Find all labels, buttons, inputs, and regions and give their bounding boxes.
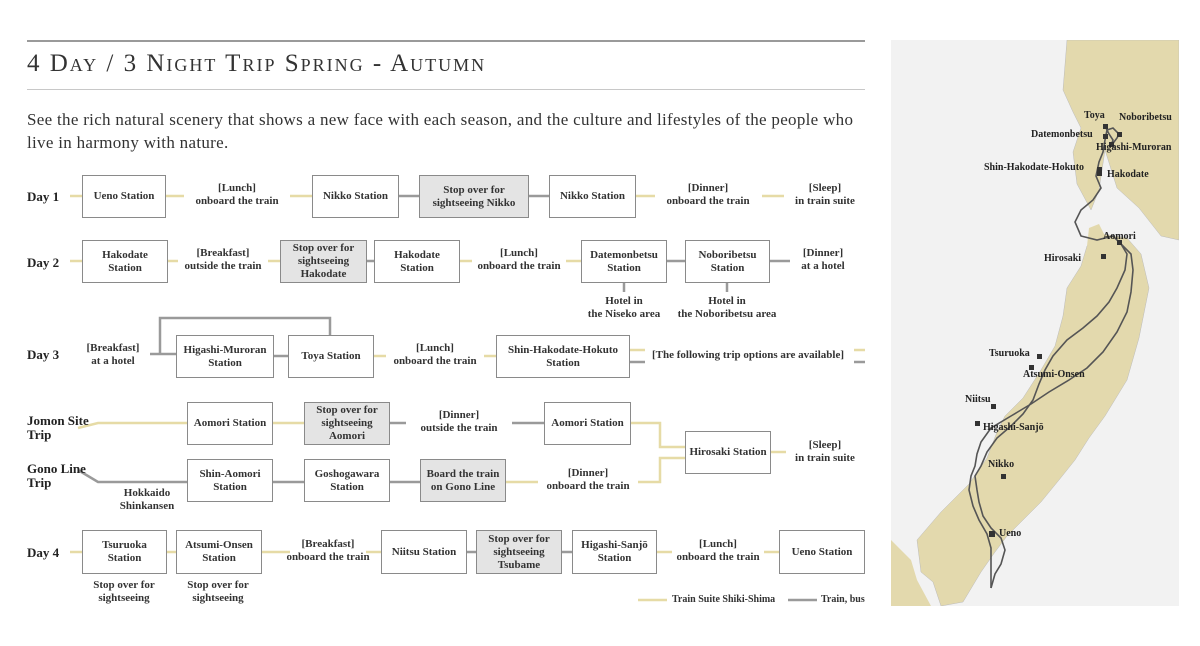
map-label-tsuruoka: Tsuruoka <box>989 348 1030 359</box>
tsubame-stopover-box: Stop over for sightseeing Tsubame <box>476 530 562 574</box>
hotel-niseko-label: Hotel in the Niseko area <box>587 295 661 320</box>
tsuruoka-stopover-note: Stop over for sightseeing <box>93 579 155 604</box>
nikko-stopover-box: Stop over for sightseeing Nikko <box>419 175 529 218</box>
day-1-label: Day 1 <box>27 189 60 204</box>
map-label-niitsu: Niitsu <box>965 394 991 405</box>
marker-nikko <box>1001 474 1006 479</box>
hakodate-station-box: Hakodate Station <box>82 240 168 283</box>
shin-hakodate-hokuto-station-box: Shin-Hakodate-Hokuto Station <box>496 335 630 378</box>
nikko-station-box: Nikko Station <box>312 175 399 218</box>
map-label-toya: Toya <box>1084 110 1105 121</box>
hotel-noboribetsu-label: Hotel in the Noboribetsu area <box>677 295 777 320</box>
legend-suite-label: Train Suite Shiki-Shima <box>672 594 776 605</box>
connector <box>638 458 685 482</box>
day4-breakfast-label: [Breakfast] onboard the train <box>286 538 370 563</box>
marker-datemonbetsu <box>1103 134 1108 139</box>
ueno-station-box: Ueno Station <box>82 175 166 218</box>
map-label-noboribetsu: Noboribetsu <box>1119 112 1172 123</box>
gono-trip-label: Gono Line Trip <box>27 461 86 490</box>
day1-lunch-label: [Lunch] onboard the train <box>195 182 279 207</box>
map-label-higashi-muroran: Higashi-Muroran <box>1096 142 1172 153</box>
map-label-aomori: Aomori <box>1103 231 1136 242</box>
dinner-onboard-label: [Dinner] onboard the train <box>546 467 630 492</box>
intro-text: See the rich natural scenery that shows a new face with each season, and the culture and lifestyles of the people who live in harmony with nature. <box>27 110 854 152</box>
toya-station-box: Toya Station <box>288 335 374 378</box>
marker-hakodate <box>1097 171 1102 176</box>
page-title: 4 Day / 3 Night Trip Spring - Autumn <box>27 50 487 77</box>
map-label-hakodate: Hakodate <box>1107 169 1149 180</box>
day2-breakfast-label: [Breakfast] outside the train <box>184 247 262 272</box>
day3-lunch-label: [Lunch] onboard the train <box>393 342 477 367</box>
hakodate-stopover-box: Stop over for sightseeing Hakodate <box>280 240 367 283</box>
goshogawara-station-box: Goshogawara Station <box>304 459 390 502</box>
route-map <box>891 40 1179 606</box>
day1-dinner-label: [Dinner] onboard the train <box>666 182 750 207</box>
map-label-datemonbetsu: Datemonbetsu <box>1031 129 1093 140</box>
map-label-ueno: Ueno <box>999 528 1022 539</box>
japan-map-shape <box>891 40 1179 606</box>
options-sleep-label: [Sleep] in train suite <box>795 439 855 464</box>
day-2-label: Day 2 <box>27 255 60 270</box>
day1-sleep-label: [Sleep] in train suite <box>795 182 855 207</box>
hirosaki-station-box: Hirosaki Station <box>685 431 771 474</box>
map-label-nikko: Nikko <box>988 459 1015 470</box>
day4-lunch-label: [Lunch] onboard the train <box>676 538 760 563</box>
aomori-stopover-box: Stop over for sightseeing Aomori <box>304 402 390 445</box>
day2-lunch-label: [Lunch] onboard the train <box>477 247 561 272</box>
hokkaido-shinkansen-label: Hokkaido Shinkansen <box>119 487 175 512</box>
higashi-sanjo-station-box: Higashi-Sanjō Station <box>572 530 657 574</box>
marker-noboribetsu <box>1117 132 1122 137</box>
ueno-station-2-box: Ueno Station <box>779 530 865 574</box>
shin-aomori-station-box: Shin-Aomori Station <box>187 459 273 502</box>
tsuruoka-station-box: Tsuruoka Station <box>82 530 167 574</box>
day-4-label: Day 4 <box>27 545 60 560</box>
gono-line-board-box: Board the train on Gono Line <box>420 459 506 502</box>
aomori-station-box: Aomori Station <box>187 402 273 445</box>
trip-options-note: [The following trip options are available] <box>652 349 844 361</box>
map-label-atsumi: Atsumi-Onsen <box>1023 369 1085 380</box>
marker-higashi-sanjo <box>975 421 980 426</box>
day3-breakfast-label: [Breakfast] at a hotel <box>86 342 140 367</box>
dinner-outside-label: [Dinner] outside the train <box>420 409 498 434</box>
atsumi-stopover-note: Stop over for sightseeing <box>187 579 249 604</box>
marker-ueno <box>989 531 995 537</box>
aomori-station-2-box: Aomori Station <box>544 402 631 445</box>
higashi-muroran-station-box: Higashi-Muroran Station <box>176 335 274 378</box>
nikko-station-2-box: Nikko Station <box>549 175 636 218</box>
marker-toya <box>1103 124 1108 129</box>
jomon-trip-label: Jomon Site Trip <box>27 413 89 442</box>
datemonbetsu-station-box: Datemonbetsu Station <box>581 240 667 283</box>
noboribetsu-station-box: Noboribetsu Station <box>685 240 770 283</box>
atsumi-onsen-station-box: Atsumi-Onsen Station <box>176 530 262 574</box>
day-3-label: Day 3 <box>27 347 60 362</box>
day2-dinner-label: [Dinner] at a hotel <box>801 247 845 272</box>
marker-hirosaki <box>1101 254 1106 259</box>
marker-niitsu <box>991 404 996 409</box>
map-label-hirosaki: Hirosaki <box>1044 253 1082 264</box>
connector <box>631 423 685 447</box>
map-label-higashi-sanjo: Higashi-Sanjō <box>983 422 1044 433</box>
hakodate-station-2-box: Hakodate Station <box>374 240 460 283</box>
niitsu-station-box: Niitsu Station <box>381 530 467 574</box>
legend-train-label: Train, bus <box>821 594 865 605</box>
honshu-landmass <box>917 234 1149 606</box>
marker-tsuruoka <box>1037 354 1042 359</box>
map-label-shin-hakodate: Shin-Hakodate-Hokuto <box>984 162 1085 173</box>
